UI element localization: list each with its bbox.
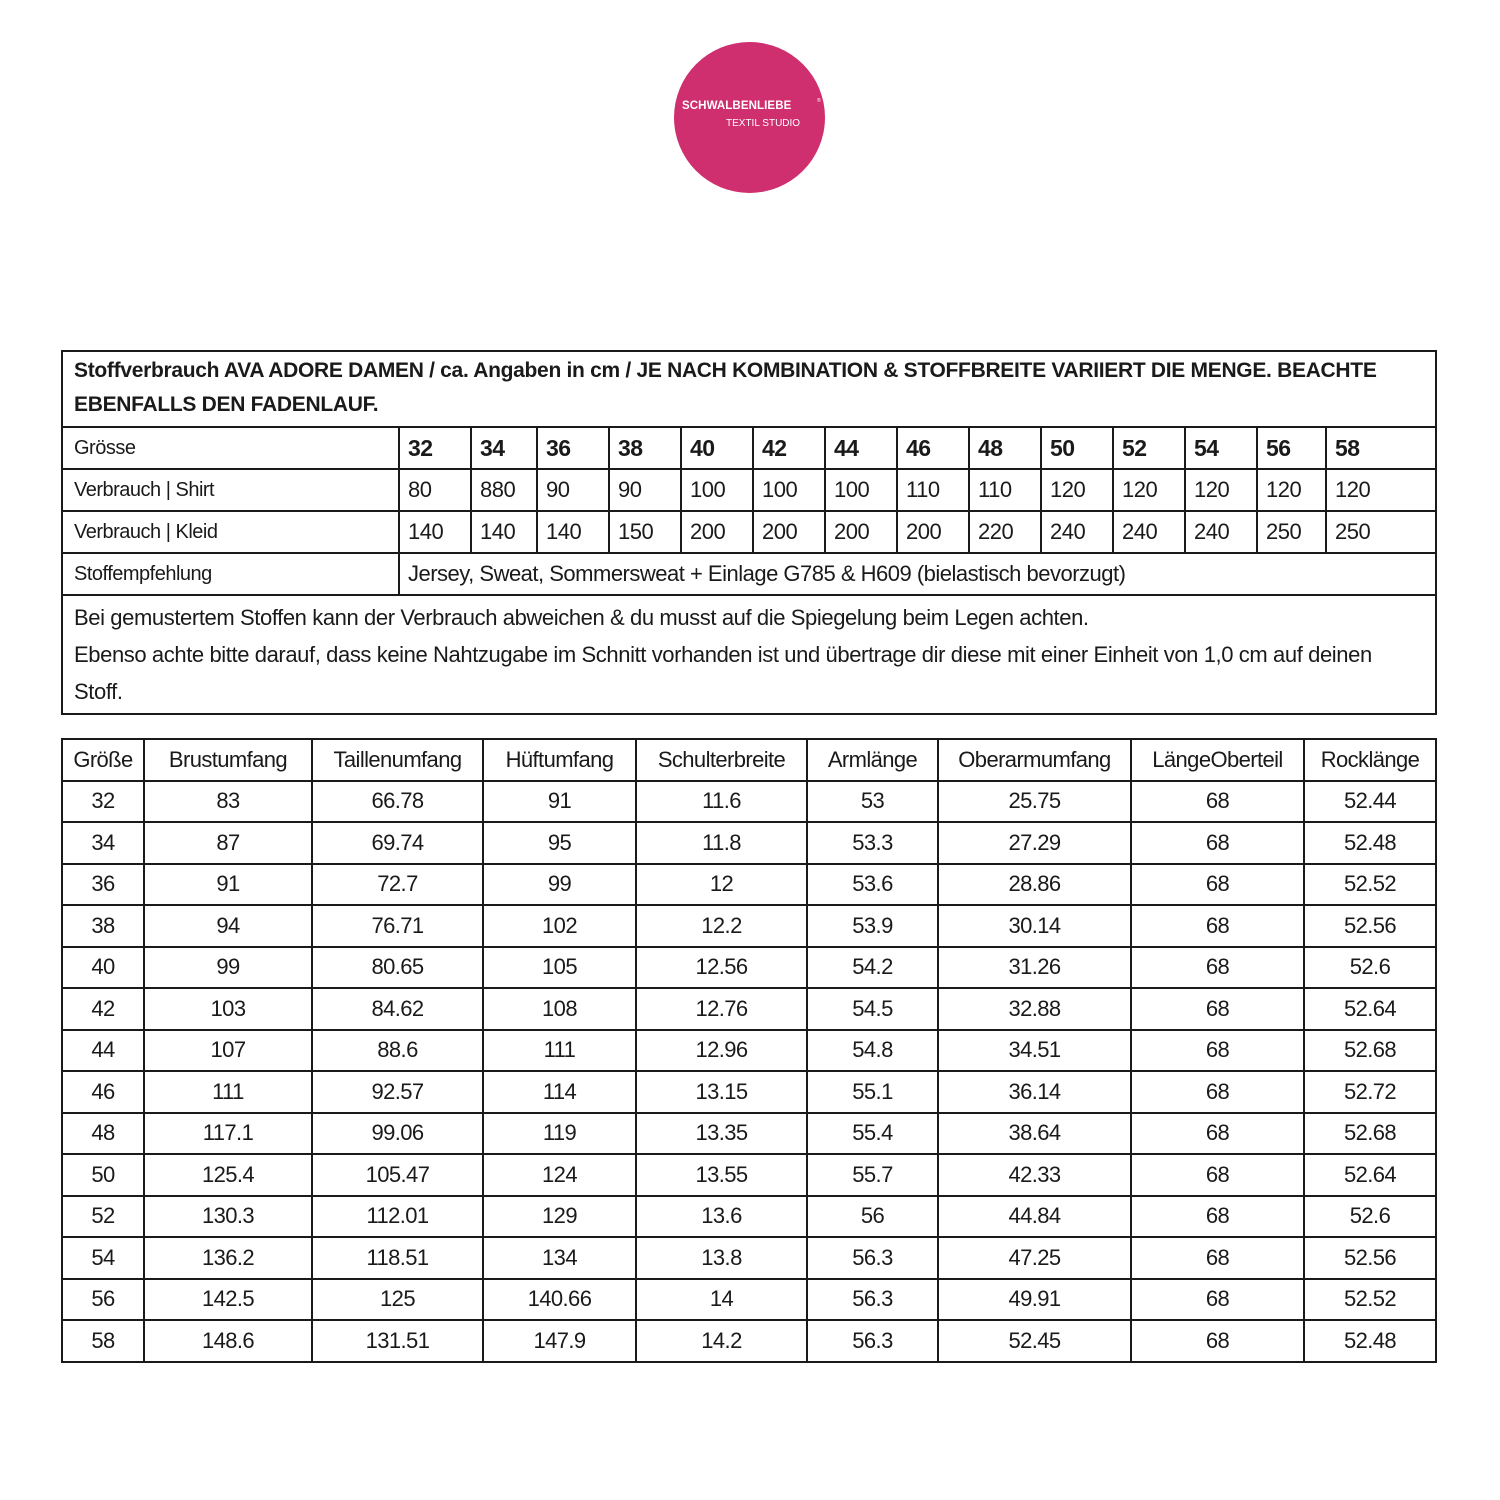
table-cell: 68 (1131, 1154, 1304, 1196)
fabric-usage-table (61, 350, 1437, 715)
logo-brand-name: SCHWALBENLIEBE (682, 100, 792, 112)
table-cell: 125.4 (144, 1154, 312, 1196)
shirt-usage-cell: 120 (1113, 469, 1185, 511)
table-cell: 42.33 (938, 1154, 1131, 1196)
table-cell: 34 (62, 822, 144, 864)
column-header: Rocklänge (1304, 739, 1436, 781)
table-cell: 68 (1131, 1237, 1304, 1279)
table-cell: 68 (1131, 822, 1304, 864)
note-line-1: Bei gemustertem Stoffen kann der Verbrauch abweichen & du musst auf die Spiegelung beim Legen achten. (74, 605, 1089, 630)
table-cell: 40 (62, 947, 144, 989)
size-cell: 36 (537, 427, 609, 469)
table-cell: 130.3 (144, 1196, 312, 1238)
table-cell: 52.56 (1304, 1237, 1436, 1279)
shirt-usage-cell: 110 (897, 469, 969, 511)
table-cell: 52.48 (1304, 822, 1436, 864)
table-cell: 131.51 (312, 1320, 483, 1362)
table-cell: 142.5 (144, 1279, 312, 1321)
table-cell: 52.52 (1304, 1279, 1436, 1321)
table-cell: 52 (62, 1196, 144, 1238)
table-cell: 53 (807, 781, 938, 823)
table-cell: 54.2 (807, 947, 938, 989)
dress-usage-cell: 250 (1326, 511, 1436, 553)
shirt-usage-cell: 120 (1185, 469, 1257, 511)
table-cell: 32 (62, 781, 144, 823)
table-cell: 53.6 (807, 864, 938, 906)
table-cell: 52.52 (1304, 864, 1436, 906)
table-cell: 111 (144, 1071, 312, 1113)
table-cell: 91 (144, 864, 312, 906)
table-cell: 102 (483, 905, 636, 947)
shirt-usage-cell: 880 (471, 469, 537, 511)
dress-usage-cell: 220 (969, 511, 1041, 553)
table-cell: 99 (483, 864, 636, 906)
table-cell: 118.51 (312, 1237, 483, 1279)
table-cell: 52.6 (1304, 1196, 1436, 1238)
table-cell: 112.01 (312, 1196, 483, 1238)
table-cell: 53.3 (807, 822, 938, 864)
table-cell: 54.8 (807, 1030, 938, 1072)
table-cell: 46 (62, 1071, 144, 1113)
table-cell: 27.29 (938, 822, 1131, 864)
shirt-usage-cell: 120 (1257, 469, 1326, 511)
dress-usage-cell: 140 (399, 511, 471, 553)
size-cell: 56 (1257, 427, 1326, 469)
dress-usage-cell: 140 (537, 511, 609, 553)
table-cell: 99 (144, 947, 312, 989)
size-cell: 54 (1185, 427, 1257, 469)
table-cell: 54 (62, 1237, 144, 1279)
table-cell: 13.8 (636, 1237, 807, 1279)
logo-registered-mark: ® (817, 98, 821, 104)
table-cell: 95 (483, 822, 636, 864)
table-cell: 12.96 (636, 1030, 807, 1072)
table-cell: 11.8 (636, 822, 807, 864)
table-cell: 68 (1131, 1196, 1304, 1238)
table-cell: 72.7 (312, 864, 483, 906)
table-cell: 105.47 (312, 1154, 483, 1196)
table-cell: 13.55 (636, 1154, 807, 1196)
table-cell: 52.72 (1304, 1071, 1436, 1113)
table-cell: 56 (62, 1279, 144, 1321)
table-cell: 68 (1131, 905, 1304, 947)
table-cell: 56.3 (807, 1320, 938, 1362)
shirt-usage-cell: 120 (1326, 469, 1436, 511)
table-cell: 108 (483, 988, 636, 1030)
table-cell: 99.06 (312, 1113, 483, 1155)
fabric-recommendation: Jersey, Sweat, Sommersweat + Einlage G785 & H609 (bielastisch bevorzugt) (399, 553, 1436, 595)
table-row (62, 1071, 1436, 1113)
table-cell: 136.2 (144, 1237, 312, 1279)
table-cell: 68 (1131, 781, 1304, 823)
table-cell: 111 (483, 1030, 636, 1072)
table-cell: 125 (312, 1279, 483, 1321)
table-cell: 52.6 (1304, 947, 1436, 989)
table-row (62, 988, 1436, 1030)
dress-usage-cell: 250 (1257, 511, 1326, 553)
dress-usage-cell: 140 (471, 511, 537, 553)
table-cell: 28.86 (938, 864, 1131, 906)
table-cell: 68 (1131, 864, 1304, 906)
table-cell: 84.62 (312, 988, 483, 1030)
table-cell: 36 (62, 864, 144, 906)
size-cell: 34 (471, 427, 537, 469)
table-cell: 12.76 (636, 988, 807, 1030)
table-cell: 52.48 (1304, 1320, 1436, 1362)
table-row (62, 864, 1436, 906)
table-cell: 36.14 (938, 1071, 1131, 1113)
table-cell: 68 (1131, 988, 1304, 1030)
table-cell: 92.57 (312, 1071, 483, 1113)
table-row (62, 1237, 1436, 1279)
table-cell: 68 (1131, 1071, 1304, 1113)
table-cell: 30.14 (938, 905, 1131, 947)
table-row (62, 947, 1436, 989)
table-row (62, 1030, 1436, 1072)
table-cell: 32.88 (938, 988, 1131, 1030)
column-header: Größe (62, 739, 144, 781)
size-cell: 32 (399, 427, 471, 469)
recommendation-label: Stoffempfehlung (62, 553, 399, 595)
logo-subtitle: TEXTIL STUDIO (726, 118, 801, 129)
table-cell: 12.56 (636, 947, 807, 989)
table-cell: 55.4 (807, 1113, 938, 1155)
table-row (62, 905, 1436, 947)
table-cell: 87 (144, 822, 312, 864)
table-cell: 55.7 (807, 1154, 938, 1196)
table-cell: 68 (1131, 1320, 1304, 1362)
table-cell: 94 (144, 905, 312, 947)
dress-usage-cell: 200 (681, 511, 753, 553)
table-cell: 52.56 (1304, 905, 1436, 947)
shirt-usage-cell: 120 (1041, 469, 1113, 511)
table-cell: 88.6 (312, 1030, 483, 1072)
table-cell: 14.2 (636, 1320, 807, 1362)
table-cell: 148.6 (144, 1320, 312, 1362)
note-line-2: Ebenso achte bitte darauf, dass keine Nahtzugabe im Schnitt vorhanden ist und übertrage dir diese mit einer Einheit von 1,0 cm auf deinen Stoff. (74, 642, 1372, 704)
table-cell: 34.51 (938, 1030, 1131, 1072)
shirt-usage-cell: 100 (753, 469, 825, 511)
table-cell: 69.74 (312, 822, 483, 864)
table-cell: 13.35 (636, 1113, 807, 1155)
table-cell: 134 (483, 1237, 636, 1279)
column-header: LängeOberteil (1131, 739, 1304, 781)
table-cell: 80.65 (312, 947, 483, 989)
table-cell: 140.66 (483, 1279, 636, 1321)
table-header-row (62, 739, 1436, 781)
table-cell: 56.3 (807, 1237, 938, 1279)
size-cell: 44 (825, 427, 897, 469)
table-cell: 13.15 (636, 1071, 807, 1113)
size-cell: 42 (753, 427, 825, 469)
table-cell: 25.75 (938, 781, 1131, 823)
table-cell: 53.9 (807, 905, 938, 947)
size-cell: 40 (681, 427, 753, 469)
table-cell: 68 (1131, 1030, 1304, 1072)
table-cell: 12 (636, 864, 807, 906)
table-cell: 31.26 (938, 947, 1131, 989)
table-cell: 49.91 (938, 1279, 1131, 1321)
dress-usage-cell: 240 (1185, 511, 1257, 553)
shirt-usage-cell: 100 (681, 469, 753, 511)
table-cell: 13.6 (636, 1196, 807, 1238)
table-row (62, 1113, 1436, 1155)
fabric-note (62, 595, 1436, 714)
size-cell: 52 (1113, 427, 1185, 469)
dress-usage-cell: 200 (897, 511, 969, 553)
column-header: Armlänge (807, 739, 938, 781)
table-row (62, 1154, 1436, 1196)
table-cell: 52.68 (1304, 1030, 1436, 1072)
table-cell: 52.45 (938, 1320, 1131, 1362)
size-cell: 58 (1326, 427, 1436, 469)
table-cell: 42 (62, 988, 144, 1030)
table-cell: 38 (62, 905, 144, 947)
shirt-usage-label: Verbrauch | Shirt (62, 469, 399, 511)
shirt-usage-cell: 110 (969, 469, 1041, 511)
table-cell: 48 (62, 1113, 144, 1155)
table-cell: 47.25 (938, 1237, 1131, 1279)
dress-usage-cell: 240 (1113, 511, 1185, 553)
dress-usage-cell: 200 (753, 511, 825, 553)
table-cell: 52.64 (1304, 988, 1436, 1030)
size-cell: 50 (1041, 427, 1113, 469)
size-label: Grösse (62, 427, 399, 469)
table-cell: 56.3 (807, 1279, 938, 1321)
table-cell: 52.68 (1304, 1113, 1436, 1155)
shirt-usage-cell: 80 (399, 469, 471, 511)
table-cell: 52.44 (1304, 781, 1436, 823)
table-cell: 68 (1131, 947, 1304, 989)
size-cell: 38 (609, 427, 681, 469)
table-cell: 117.1 (144, 1113, 312, 1155)
table-cell: 52.64 (1304, 1154, 1436, 1196)
table-cell: 55.1 (807, 1071, 938, 1113)
table-cell: 54.5 (807, 988, 938, 1030)
dress-usage-label: Verbrauch | Kleid (62, 511, 399, 553)
table-cell: 58 (62, 1320, 144, 1362)
table-cell: 105 (483, 947, 636, 989)
table-cell: 147.9 (483, 1320, 636, 1362)
table-cell: 56 (807, 1196, 938, 1238)
table-cell: 44.84 (938, 1196, 1131, 1238)
table-row (62, 781, 1436, 823)
fabric-table-title: Stoffverbrauch AVA ADORE DAMEN / ca. Angaben in cm / JE NACH KOMBINATION & STOFFBREITE VARIIERT DIE MENGE. BEACHTE EBENFALLS DEN FADENLAUF. (62, 351, 1436, 427)
size-cell: 46 (897, 427, 969, 469)
table-cell: 14 (636, 1279, 807, 1321)
table-cell: 119 (483, 1113, 636, 1155)
table-cell: 83 (144, 781, 312, 823)
brand-logo (674, 42, 825, 193)
column-header: Schulterbreite (636, 739, 807, 781)
column-header: Taillenumfang (312, 739, 483, 781)
size-cell: 48 (969, 427, 1041, 469)
shirt-usage-cell: 90 (537, 469, 609, 511)
table-cell: 114 (483, 1071, 636, 1113)
table-cell: 68 (1131, 1279, 1304, 1321)
dress-usage-cell: 240 (1041, 511, 1113, 553)
table-cell: 66.78 (312, 781, 483, 823)
table-cell: 12.2 (636, 905, 807, 947)
table-row (62, 1320, 1436, 1362)
table-cell: 91 (483, 781, 636, 823)
table-cell: 107 (144, 1030, 312, 1072)
table-row (62, 1279, 1436, 1321)
table-cell: 76.71 (312, 905, 483, 947)
table-cell: 38.64 (938, 1113, 1131, 1155)
table-cell: 129 (483, 1196, 636, 1238)
table-cell: 103 (144, 988, 312, 1030)
shirt-usage-cell: 90 (609, 469, 681, 511)
column-header: Hüftumfang (483, 739, 636, 781)
table-row (62, 1196, 1436, 1238)
size-measurement-table (61, 738, 1437, 1363)
table-row (62, 822, 1436, 864)
table-cell: 124 (483, 1154, 636, 1196)
dress-usage-cell: 200 (825, 511, 897, 553)
table-cell: 11.6 (636, 781, 807, 823)
table-cell: 44 (62, 1030, 144, 1072)
table-cell: 50 (62, 1154, 144, 1196)
shirt-usage-cell: 100 (825, 469, 897, 511)
table-cell: 68 (1131, 1113, 1304, 1155)
column-header: Oberarmumfang (938, 739, 1131, 781)
column-header: Brustumfang (144, 739, 312, 781)
dress-usage-cell: 150 (609, 511, 681, 553)
